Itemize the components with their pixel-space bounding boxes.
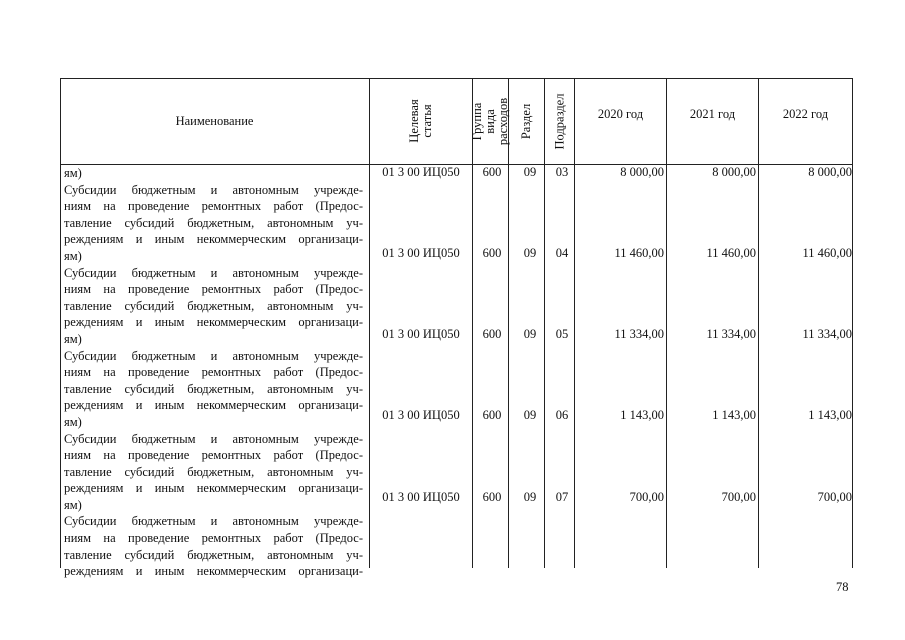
amount-2020-cell: 11 460,00 <box>614 246 664 260</box>
header-2021: 2021 год <box>689 107 736 121</box>
amount-2022-cell: 1 143,00 <box>808 408 852 422</box>
header-target: Целевая статья <box>407 99 434 143</box>
name-line: реждениям и иным некоммерческим организаци- <box>64 315 363 330</box>
group-cell: 600 <box>482 408 502 422</box>
name-line: ям) <box>64 248 82 263</box>
name-line: Субсидии бюджетным и автономным учрежде- <box>64 514 363 529</box>
section-cell: 09 <box>523 327 537 341</box>
section-cell: 09 <box>523 246 537 260</box>
name-line: Субсидии бюджетным и автономным учрежде- <box>64 431 363 446</box>
name-column <box>64 165 363 580</box>
name-line: Субсидии бюджетным и автономным учрежде- <box>64 265 363 280</box>
header-section: Раздел <box>519 103 534 139</box>
name-line: тавление субсидий бюджетным, автономным уч- <box>64 547 363 562</box>
section-cell: 09 <box>523 408 537 422</box>
group-cell: 600 <box>482 165 502 179</box>
amount-2022-cell: 700,00 <box>817 490 852 504</box>
amount-2022-cell: 11 334,00 <box>802 327 852 341</box>
header-name: Наименование <box>175 114 254 128</box>
section-cell: 09 <box>523 165 537 179</box>
group-cell: 600 <box>482 246 502 260</box>
amount-2022-cell: 8 000,00 <box>808 165 852 179</box>
amount-2020-cell: 1 143,00 <box>620 408 664 422</box>
target-code-cell: 01 3 00 ИЦ050 <box>382 246 460 260</box>
name-line: Субсидии бюджетным и автономным учрежде- <box>64 182 363 197</box>
amount-2021-cell: 700,00 <box>721 490 756 504</box>
name-line: тавление субсидий бюджетным, автономным уч- <box>64 215 363 230</box>
group-cell: 600 <box>482 490 502 504</box>
amount-2021-cell: 11 460,00 <box>706 246 756 260</box>
amount-2022-cell: 11 460,00 <box>802 246 852 260</box>
subsection-cell: 03 <box>555 165 569 179</box>
target-code-cell: 01 3 00 ИЦ050 <box>382 408 460 422</box>
target-code-cell: 01 3 00 ИЦ050 <box>382 490 460 504</box>
table-right-border <box>852 78 853 568</box>
name-line: тавление субсидий бюджетным, автономным уч- <box>64 464 363 479</box>
name-line: ниям на проведение ремонтных работ (Предос- <box>64 448 363 463</box>
amount-2020-cell: 8 000,00 <box>620 165 664 179</box>
name-line: реждениям и иным некоммерческим организаци- <box>64 232 363 247</box>
section-cell: 09 <box>523 490 537 504</box>
amount-2021-cell: 8 000,00 <box>712 165 756 179</box>
subsection-cell: 05 <box>555 327 569 341</box>
header-2022: 2022 год <box>782 107 829 121</box>
amount-2020-cell: 11 334,00 <box>614 327 664 341</box>
target-code-cell: 01 3 00 ИЦ050 <box>382 165 460 179</box>
name-line: реждениям и иным некоммерческим организаци- <box>64 398 363 413</box>
group-cell: 600 <box>482 327 502 341</box>
subsection-cell: 07 <box>555 490 569 504</box>
name-line: ниям на проведение ремонтных работ (Предос- <box>64 365 363 380</box>
name-line: ям) <box>64 414 82 429</box>
amount-2021-cell: 1 143,00 <box>712 408 756 422</box>
name-line: реждениям и иным некоммерческим организаци- <box>64 564 363 579</box>
subsection-cell: 06 <box>555 408 569 422</box>
name-line: ниям на проведение ремонтных работ (Предос- <box>64 282 363 297</box>
name-line: Субсидии бюджетным и автономным учрежде- <box>64 348 363 363</box>
header-group: Группа вида расходов <box>470 97 511 145</box>
budget-table <box>60 78 853 579</box>
header-subsection: Подраздел <box>552 93 566 149</box>
target-code-cell: 01 3 00 ИЦ050 <box>382 327 460 341</box>
name-line: тавление субсидий бюджетным, автономным уч- <box>64 298 363 313</box>
name-line: ниям на проведение ремонтных работ (Предос- <box>64 199 363 214</box>
subsection-cell: 04 <box>555 246 569 260</box>
amount-2021-cell: 11 334,00 <box>706 327 756 341</box>
name-line: ям) <box>64 166 82 180</box>
name-line: ям) <box>64 331 82 346</box>
page-number: 78 <box>836 580 849 594</box>
name-line: реждениям и иным некоммерческим организаци- <box>64 481 363 496</box>
name-line: ниям на проведение ремонтных работ (Предос- <box>64 531 363 546</box>
header-2020: 2020 год <box>597 107 644 121</box>
name-line: ям) <box>64 497 82 512</box>
name-line: тавление субсидий бюджетным, автономным уч- <box>64 381 363 396</box>
amount-2020-cell: 700,00 <box>629 490 664 504</box>
